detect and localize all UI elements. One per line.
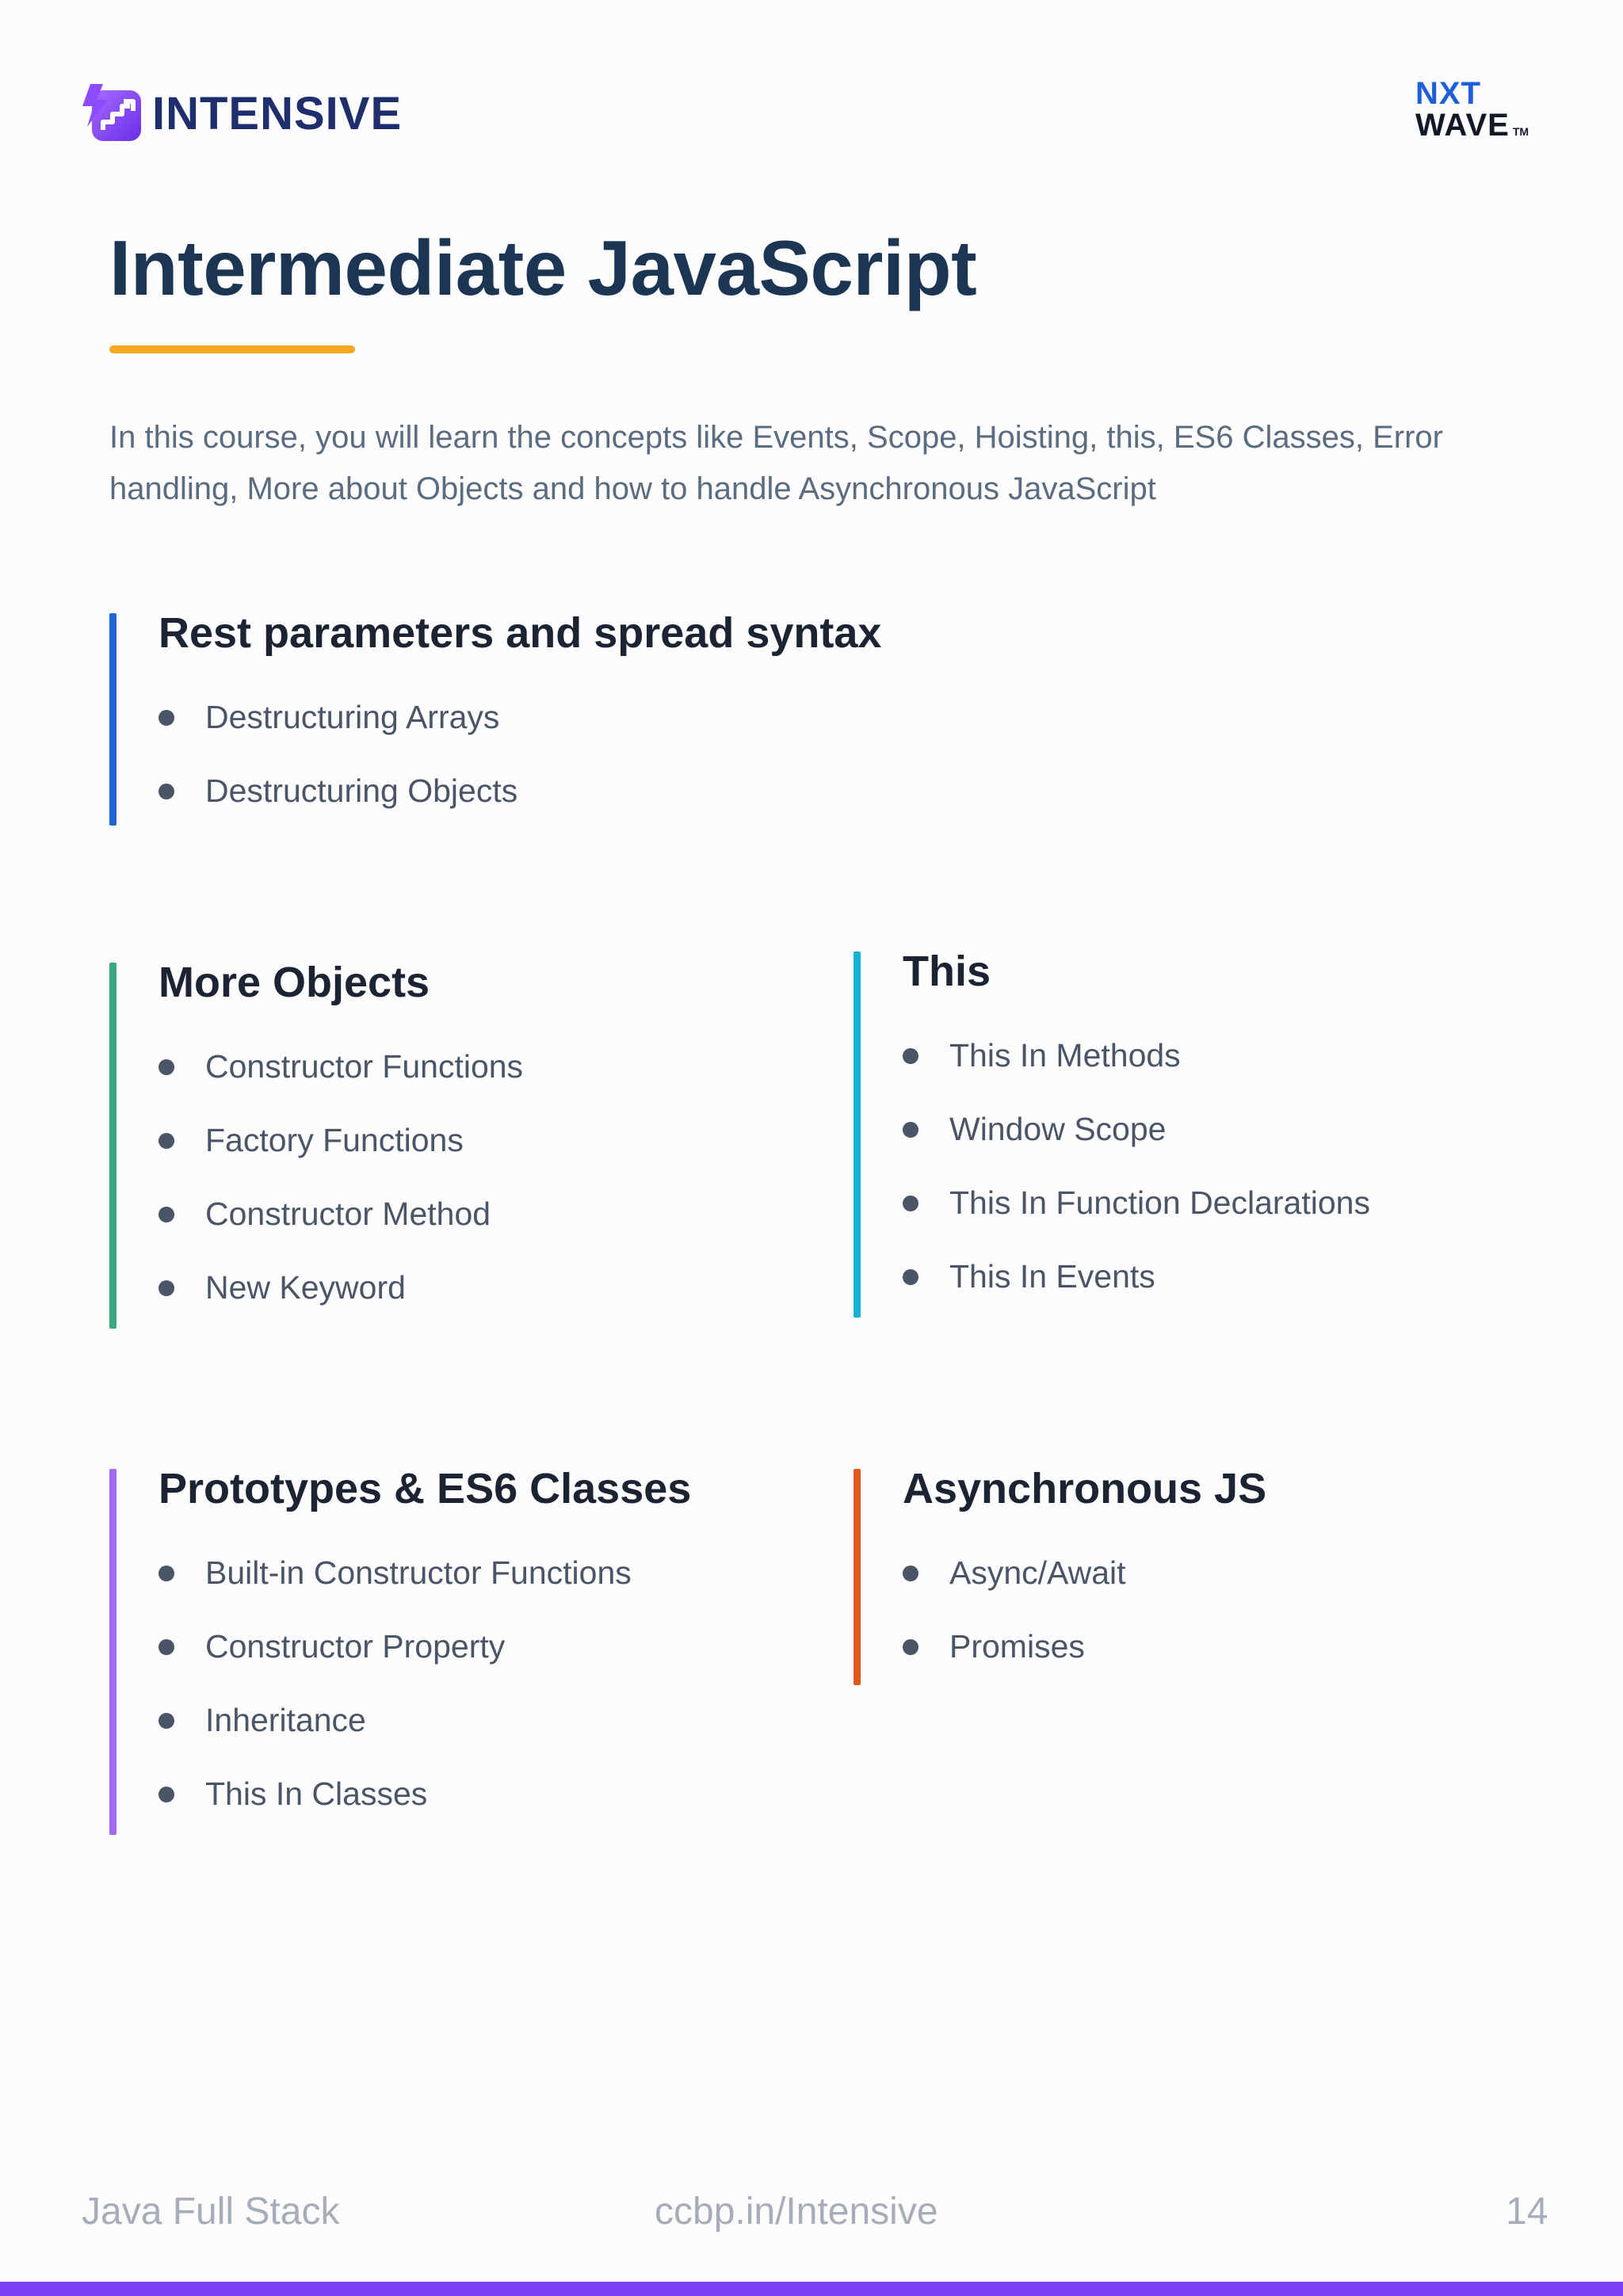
bullet-icon <box>158 1787 174 1802</box>
section-heading: More Objects <box>158 959 430 1006</box>
section-asynchronous-js <box>854 1465 1551 1685</box>
footer-course-name: Java Full Stack <box>82 2191 340 2233</box>
list-item-label: This In Methods <box>949 1037 1181 1074</box>
list-item-label: This In Events <box>949 1258 1155 1295</box>
topic-list <box>903 1554 1126 1702</box>
partner-logo-line2: WAVE <box>1415 108 1510 143</box>
page-header <box>0 0 1623 182</box>
bullet-icon <box>158 1280 174 1296</box>
section-accent-bar <box>854 952 861 1318</box>
bullet-icon <box>903 1566 918 1581</box>
footer-accent-bar <box>0 2282 1623 2296</box>
brand-name: INTENSIVE <box>152 87 403 139</box>
list-item <box>158 699 517 772</box>
bullet-icon <box>158 1059 174 1075</box>
list-item <box>158 1122 523 1196</box>
partner-logo-tm: TM <box>1512 125 1529 138</box>
list-item-label: Destructuring Objects <box>205 772 518 809</box>
footer-page-number: 14 <box>1506 2191 1549 2233</box>
list-item <box>158 1196 523 1269</box>
section-heading: Prototypes & ES6 Classes <box>158 1465 692 1512</box>
list-item <box>903 1037 1370 1111</box>
section-accent-bar <box>109 613 116 826</box>
section-accent-bar <box>109 963 116 1329</box>
nxtwave-logo <box>1415 78 1542 141</box>
list-item-label: This In Classes <box>205 1775 428 1812</box>
list-item <box>903 1111 1370 1184</box>
list-item-label: Constructor Property <box>205 1628 506 1665</box>
intensive-logo-icon <box>81 82 144 144</box>
section-heading: This <box>903 948 991 995</box>
list-item <box>903 1184 1370 1258</box>
list-item-label: Promises <box>949 1628 1085 1665</box>
topic-list <box>158 1554 632 1849</box>
list-item <box>158 772 517 846</box>
bullet-icon <box>158 784 174 799</box>
list-item <box>903 1628 1126 1702</box>
list-item <box>158 1048 523 1122</box>
section-more-objects <box>109 959 759 1329</box>
bullet-icon <box>158 710 174 726</box>
section-heading: Asynchronous JS <box>903 1465 1267 1512</box>
bullet-icon <box>903 1269 918 1285</box>
bullet-icon <box>158 1713 174 1729</box>
list-item <box>903 1554 1126 1628</box>
list-item <box>158 1554 632 1628</box>
list-item-label: Destructuring Arrays <box>205 699 500 735</box>
list-item <box>158 1775 632 1849</box>
topic-list <box>158 699 517 846</box>
topic-list <box>903 1037 1370 1332</box>
bullet-icon <box>903 1122 918 1138</box>
list-item-label: Factory Functions <box>205 1122 464 1158</box>
list-item <box>158 1628 632 1702</box>
list-item-label: This In Function Declarations <box>949 1184 1370 1221</box>
section-heading: Rest parameters and spread syntax <box>158 609 882 657</box>
bullet-icon <box>158 1133 174 1149</box>
course-intro: In this course, you will learn the concepts like Events, Scope, Hoisting, this, ES6 Classes, Error handling, More about Objects and how to handle Asynchronous JavaScript <box>109 420 1443 506</box>
list-item-label: Inheritance <box>205 1702 366 1738</box>
list-item <box>158 1702 632 1775</box>
bullet-icon <box>158 1566 174 1581</box>
section-this <box>854 948 1551 1318</box>
section-prototypes-es6-classes <box>109 1465 807 1835</box>
page-title: Intermediate JavaScript <box>109 224 977 311</box>
intensive-brand <box>81 82 402 144</box>
section-rest-parameters <box>109 609 981 826</box>
bullet-icon <box>158 1639 174 1655</box>
footer-url: ccbp.in/Intensive <box>655 2191 938 2233</box>
list-item-label: Async/Await <box>949 1554 1126 1591</box>
bullet-icon <box>903 1639 918 1655</box>
list-item-label: Constructor Functions <box>205 1048 524 1085</box>
topic-list <box>158 1048 523 1343</box>
bullet-icon <box>903 1196 918 1211</box>
section-accent-bar <box>854 1469 861 1685</box>
list-item <box>158 1269 523 1343</box>
list-item-label: Constructor Method <box>205 1196 491 1232</box>
title-underline <box>109 345 355 353</box>
partner-logo-line1: NXT <box>1415 76 1481 111</box>
bullet-icon <box>158 1207 174 1222</box>
list-item-label: Window Scope <box>949 1111 1167 1147</box>
bullet-icon <box>903 1048 918 1064</box>
list-item-label: Built-in Constructor Functions <box>205 1554 632 1591</box>
list-item-label: New Keyword <box>205 1269 406 1306</box>
section-accent-bar <box>109 1469 116 1835</box>
list-item <box>903 1258 1370 1332</box>
